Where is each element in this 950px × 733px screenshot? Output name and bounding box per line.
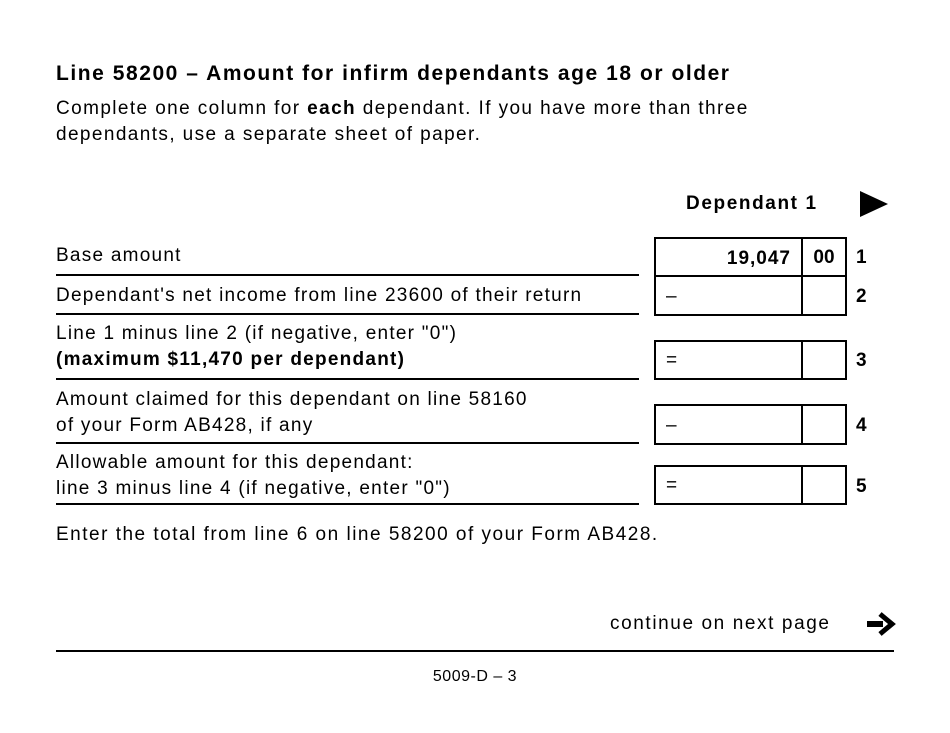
row-2-line-number: 2 xyxy=(856,286,867,307)
row-3-label-text: Line 1 minus line 2 (if negative, enter "0") xyxy=(56,323,458,344)
row-3-underline xyxy=(56,378,639,380)
dependant-column-heading: Dependant 1 xyxy=(686,193,818,214)
row-2-cents-field[interactable] xyxy=(803,277,845,314)
footer-divider xyxy=(56,650,894,652)
row-2-entry-box xyxy=(654,275,847,316)
row-3-amount-field[interactable] xyxy=(656,342,803,378)
row-4-cents-field[interactable] xyxy=(803,406,845,443)
row-1-underline xyxy=(56,274,639,276)
instructions-text-c: dependants, use a separate sheet of paper. xyxy=(56,124,482,145)
row-5-operator: = xyxy=(666,475,678,496)
row-2-underline xyxy=(56,313,639,315)
instructions-emphasis: each xyxy=(307,98,357,119)
row-3-entry-box xyxy=(654,340,847,380)
row-5-line-number: 5 xyxy=(856,476,867,497)
row-5-label-text-2: line 3 minus line 4 (if negative, enter "0") xyxy=(56,478,451,499)
row-5-entry-box xyxy=(654,465,847,505)
row-1-amount-field[interactable] xyxy=(656,239,803,275)
row-2-label xyxy=(56,283,582,309)
row-5-underline xyxy=(56,503,639,505)
row-2-label-text: Dependant's net income from line 23600 of their return xyxy=(56,285,583,306)
continue-next-page: continue on next page xyxy=(610,613,831,634)
row-5-cents-field[interactable] xyxy=(803,467,845,503)
row-4-entry-box xyxy=(654,404,847,445)
row-1-line-number: 1 xyxy=(856,247,867,268)
row-5-label-text-1: Allowable amount for this dependant: xyxy=(56,452,414,473)
row-4-underline xyxy=(56,442,639,444)
row-1-amount: 19,047 xyxy=(726,248,791,269)
page-number: 5009-D – 3 xyxy=(432,668,518,685)
row-4-label-text-1: Amount claimed for this dependant on line 58160 xyxy=(56,389,528,410)
total-instruction: Enter the total from line 6 on line 58200 of your Form AB428. xyxy=(56,524,659,545)
row-3-line-number: 3 xyxy=(856,350,867,371)
row-2-operator: – xyxy=(666,286,677,307)
instructions-text-a: Complete one column for xyxy=(56,98,308,119)
instructions-text-b: dependant. If you have more than three xyxy=(356,98,749,119)
page-title: Line 58200 – Amount for infirm dependants age 18 or older xyxy=(56,62,731,85)
row-5-label xyxy=(56,450,451,502)
arrow-right-icon xyxy=(866,612,896,636)
row-4-label-text-2: of your Form AB428, if any xyxy=(56,415,314,436)
instructions xyxy=(56,96,749,148)
row-2-amount-field[interactable] xyxy=(656,277,803,314)
row-3-cents-field[interactable] xyxy=(803,342,845,378)
row-4-label xyxy=(56,387,528,439)
row-1-entry-box xyxy=(654,237,847,277)
row-3-label-maximum: (maximum $11,470 per dependant) xyxy=(56,349,406,370)
row-1-cents-field[interactable]: 00 xyxy=(813,247,835,268)
row-3-label xyxy=(56,321,457,373)
right-triangle-icon xyxy=(860,191,888,217)
row-5-amount-field[interactable] xyxy=(656,467,803,503)
row-4-operator: – xyxy=(666,415,677,436)
row-4-amount-field[interactable] xyxy=(656,406,803,443)
row-4-line-number: 4 xyxy=(856,415,867,436)
row-3-operator: = xyxy=(666,350,678,371)
row-1-label-text: Base amount xyxy=(56,245,182,266)
row-1-label xyxy=(56,243,182,269)
